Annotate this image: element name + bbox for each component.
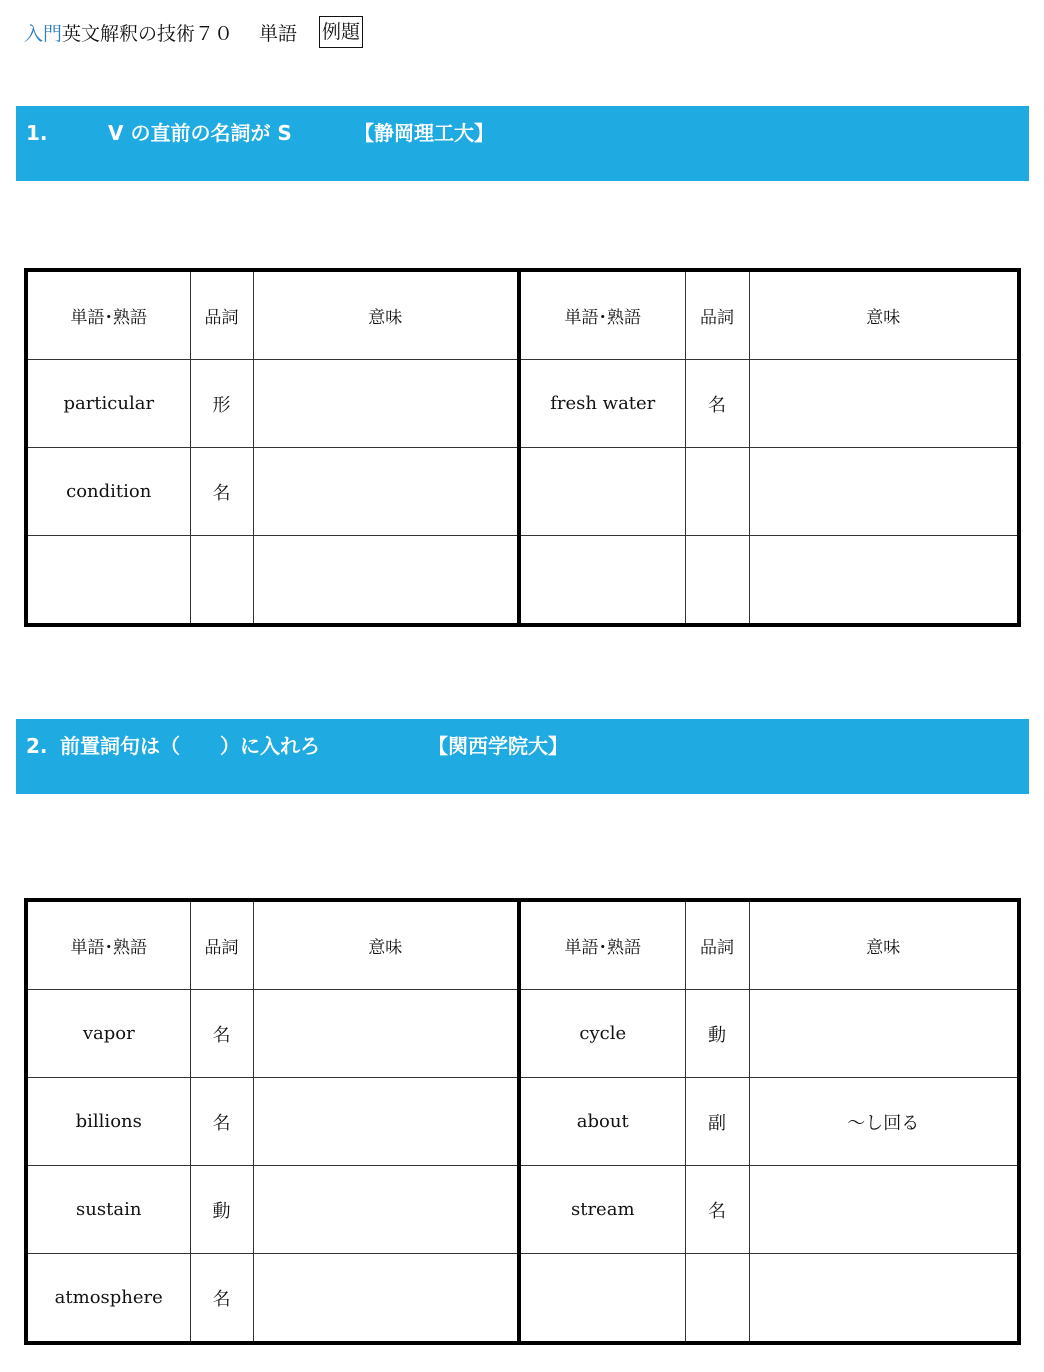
title-prefix: 入門 (24, 22, 63, 45)
table-header-row (26, 270, 1019, 360)
word-cell: fresh water (519, 360, 685, 448)
word-cell: cycle (519, 990, 685, 1078)
pos-cell: 名 (190, 1078, 253, 1166)
meaning-cell[interactable] (749, 448, 1019, 536)
col-header-word: 単語･熟語 (519, 270, 685, 360)
pos-cell: 名 (685, 1166, 749, 1254)
meaning-cell[interactable] (253, 1254, 519, 1344)
section-1-number: 1. (26, 121, 48, 145)
section-2-heading: 前置詞句は（ ）に入れろ (60, 734, 320, 758)
table-row (26, 360, 1019, 448)
pos-cell: 名 (190, 448, 253, 536)
word-cell: sustain (26, 1166, 190, 1254)
meaning-cell[interactable]: ～し回る (749, 1078, 1019, 1166)
word-cell: vapor (26, 990, 190, 1078)
col-header-meaning: 意味 (749, 270, 1019, 360)
pos-cell (685, 1254, 749, 1344)
pos-cell: 動 (685, 990, 749, 1078)
section-1-vocab-table (24, 268, 1021, 627)
pos-cell: 名 (190, 1254, 253, 1344)
table-row (26, 1166, 1019, 1254)
meaning-cell[interactable] (253, 1078, 519, 1166)
section-1-banner (16, 106, 1029, 181)
pos-cell: 名 (190, 990, 253, 1078)
pos-cell: 動 (190, 1166, 253, 1254)
meaning-cell[interactable] (253, 448, 519, 536)
col-header-meaning: 意味 (253, 900, 519, 990)
title-words: 単語 (259, 22, 298, 45)
meaning-cell[interactable] (253, 1166, 519, 1254)
meaning-cell[interactable] (749, 1166, 1019, 1254)
meaning-cell[interactable] (749, 1254, 1019, 1344)
table-row (26, 1078, 1019, 1166)
table-row (26, 1254, 1019, 1344)
col-header-pos: 品詞 (685, 900, 749, 990)
pos-cell: 名 (685, 360, 749, 448)
title-main: 英文解釈の技術７０ (62, 22, 234, 45)
word-cell (26, 536, 190, 626)
word-cell (519, 448, 685, 536)
col-header-word: 単語･熟語 (26, 900, 190, 990)
col-header-pos: 品詞 (685, 270, 749, 360)
meaning-cell[interactable] (253, 536, 519, 626)
pos-cell (685, 448, 749, 536)
col-header-meaning: 意味 (749, 900, 1019, 990)
pos-cell (190, 536, 253, 626)
col-header-pos: 品詞 (190, 270, 253, 360)
section-1-heading: V の直前の名詞が S (108, 121, 292, 145)
word-cell: stream (519, 1166, 685, 1254)
word-cell: atmosphere (26, 1254, 190, 1344)
meaning-cell[interactable] (749, 990, 1019, 1078)
table-row (26, 448, 1019, 536)
table-row (26, 990, 1019, 1078)
word-cell (519, 1254, 685, 1344)
meaning-cell[interactable] (749, 360, 1019, 448)
col-header-pos: 品詞 (190, 900, 253, 990)
pos-cell: 形 (190, 360, 253, 448)
table-header-row (26, 900, 1019, 990)
meaning-cell[interactable] (253, 990, 519, 1078)
table-row (26, 536, 1019, 626)
section-2-number: 2. (26, 734, 48, 758)
word-cell: condition (26, 448, 190, 536)
word-cell: about (519, 1078, 685, 1166)
section-2-vocab-table (24, 898, 1021, 1345)
word-cell (519, 536, 685, 626)
col-header-word: 単語･熟語 (519, 900, 685, 990)
pos-cell (685, 536, 749, 626)
col-header-word: 単語･熟語 (26, 270, 190, 360)
section-2-source: 【関西学院大】 (428, 734, 568, 758)
col-header-meaning: 意味 (253, 270, 519, 360)
document-title (24, 16, 363, 48)
section-1-source: 【静岡理工大】 (354, 121, 494, 145)
word-cell: particular (26, 360, 190, 448)
word-cell: billions (26, 1078, 190, 1166)
section-2-banner (16, 719, 1029, 794)
meaning-cell[interactable] (253, 360, 519, 448)
meaning-cell[interactable] (749, 536, 1019, 626)
title-boxed-label: 例題 (319, 16, 363, 48)
pos-cell: 副 (685, 1078, 749, 1166)
